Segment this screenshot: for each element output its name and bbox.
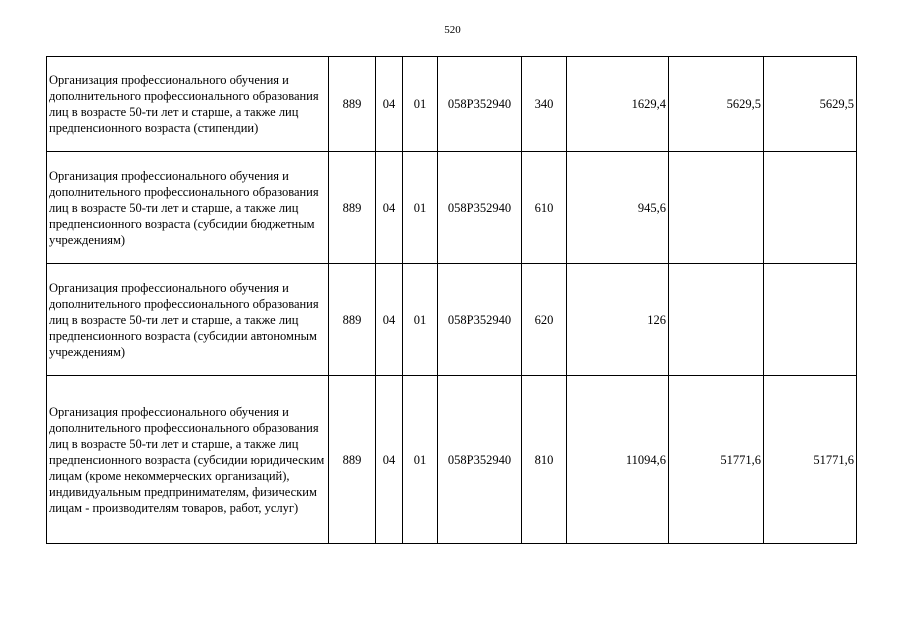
cell-sum-2: [669, 152, 764, 264]
table-row: [47, 376, 857, 544]
page-number: 520: [444, 24, 461, 36]
cell-csr: 058P352940: [438, 264, 522, 376]
cell-pr: 01: [403, 376, 438, 544]
cell-sum-3: 51771,6: [764, 376, 857, 544]
cell-rz: 04: [376, 376, 403, 544]
cell-csr: 058P352940: [438, 57, 522, 152]
cell-grbs: 889: [329, 264, 376, 376]
cell-grbs: 889: [329, 376, 376, 544]
cell-grbs: 889: [329, 152, 376, 264]
cell-sum-2: 51771,6: [669, 376, 764, 544]
cell-vr: 810: [522, 376, 567, 544]
cell-grbs: 889: [329, 57, 376, 152]
cell-name: Организация профессионального обучения и дополнительного профессионального образования лиц в возрасте 50-ти лет и старше, а также лиц предпенсионного возраста (субсидии бюджетным учреждениям): [47, 152, 329, 264]
cell-vr: 610: [522, 152, 567, 264]
cell-name: Организация профессионального обучения и дополнительного профессионального образования лиц в возрасте 50-ти лет и старше, а также лиц предпенсионного возраста (субсидии юридическим лицам (кроме некоммерческих организаций), индивидуальным предпринимателям, физическим лицам - производителям товаров, работ, услуг): [47, 376, 329, 544]
cell-vr: 340: [522, 57, 567, 152]
cell-sum-2: [669, 264, 764, 376]
cell-sum-2: 5629,5: [669, 57, 764, 152]
cell-pr: 01: [403, 264, 438, 376]
cell-sum-1: 126: [567, 264, 669, 376]
cell-vr: 620: [522, 264, 567, 376]
cell-rz: 04: [376, 152, 403, 264]
cell-sum-1: 11094,6: [567, 376, 669, 544]
cell-pr: 01: [403, 57, 438, 152]
cell-sum-3: 5629,5: [764, 57, 857, 152]
cell-sum-1: 1629,4: [567, 57, 669, 152]
cell-rz: 04: [376, 57, 403, 152]
table-row: [47, 57, 857, 152]
cell-pr: 01: [403, 152, 438, 264]
cell-name: Организация профессионального обучения и дополнительного профессионального образования лиц в возрасте 50-ти лет и старше, а также лиц предпенсионного возраста (субсидии автономным учреждениям): [47, 264, 329, 376]
cell-name: Организация профессионального обучения и дополнительного профессионального образования лиц в возрасте 50-ти лет и старше, а также лиц предпенсионного возраста (стипендии): [47, 57, 329, 152]
cell-sum-3: [764, 264, 857, 376]
table-row: [47, 264, 857, 376]
cell-csr: 058P352940: [438, 152, 522, 264]
cell-csr: 058P352940: [438, 376, 522, 544]
table-row: [47, 152, 857, 264]
cell-rz: 04: [376, 264, 403, 376]
budget-table: [46, 56, 857, 544]
cell-sum-3: [764, 152, 857, 264]
cell-sum-1: 945,6: [567, 152, 669, 264]
